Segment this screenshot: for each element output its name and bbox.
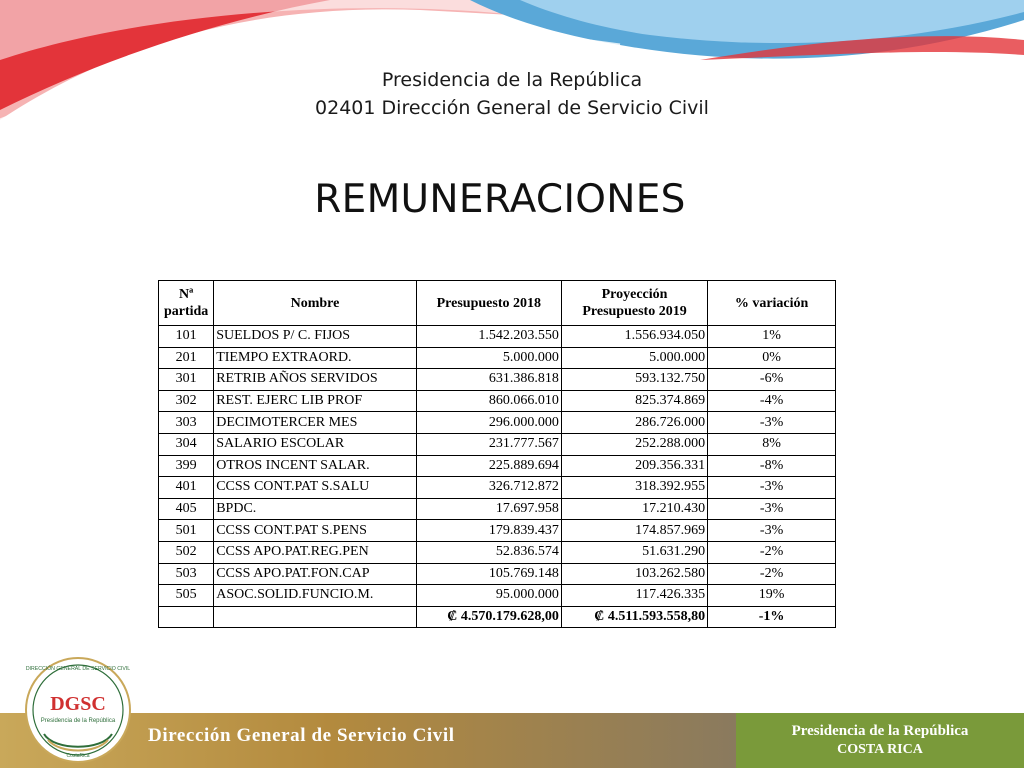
- total-empty-cell: [159, 606, 214, 628]
- cell-p2018: 225.889.694: [416, 455, 561, 477]
- cell-partida: 502: [159, 541, 214, 563]
- cell-var: -3%: [708, 498, 836, 520]
- cell-partida: 301: [159, 369, 214, 391]
- cell-nombre: CCSS APO.PAT.REG.PEN: [214, 541, 416, 563]
- table-row: [159, 433, 836, 455]
- header-partida: [159, 281, 214, 326]
- header-proyeccion-line1: Proyección: [601, 287, 668, 302]
- header-proyeccion-line2: Presupuesto 2019: [582, 304, 687, 319]
- cell-p2019: 17.210.430: [561, 498, 707, 520]
- table-row: [159, 520, 836, 542]
- footer-right-line1: Presidencia de la República: [791, 723, 969, 739]
- table-row: [159, 585, 836, 607]
- cell-var: 1%: [708, 326, 836, 348]
- cell-var: -3%: [708, 520, 836, 542]
- cell-nombre: REST. EJERC LIB PROF: [214, 390, 416, 412]
- cell-p2019: 318.392.955: [561, 477, 707, 499]
- cell-p2019: 117.426.335: [561, 585, 707, 607]
- cell-p2019: 5.000.000: [561, 347, 707, 369]
- cell-nombre: CCSS CONT.PAT S.PENS: [214, 520, 416, 542]
- cell-nombre: RETRIB AÑOS SERVIDOS: [214, 369, 416, 391]
- cell-partida: 505: [159, 585, 214, 607]
- footer-left-text: Dirección General de Servicio Civil: [148, 725, 455, 746]
- total-p2018: ₡ 4.570.179.628,00: [416, 606, 561, 628]
- cell-partida: 201: [159, 347, 214, 369]
- cell-var: -3%: [708, 412, 836, 434]
- header-variacion: % variación: [708, 281, 836, 326]
- cell-partida: 101: [159, 326, 214, 348]
- cell-p2019: 51.631.290: [561, 541, 707, 563]
- table-header-row: [159, 281, 836, 326]
- cell-nombre: DECIMOTERCER MES: [214, 412, 416, 434]
- total-row: [159, 606, 836, 628]
- cell-p2018: 1.542.203.550: [416, 326, 561, 348]
- total-p2019: ₡ 4.511.593.558,80: [561, 606, 707, 628]
- logo-ring-text: DIRECCIÓN GENERAL DE SERVICIO CIVIL: [25, 666, 131, 672]
- cell-p2019: 103.262.580: [561, 563, 707, 585]
- table-row: [159, 563, 836, 585]
- cell-nombre: ASOC.SOLID.FUNCIO.M.: [214, 585, 416, 607]
- logo-country: CostaRica: [66, 753, 90, 759]
- cell-p2018: 860.066.010: [416, 390, 561, 412]
- cell-partida: 302: [159, 390, 214, 412]
- cell-p2018: 179.839.437: [416, 520, 561, 542]
- cell-partida: 304: [159, 433, 214, 455]
- cell-p2018: 105.769.148: [416, 563, 561, 585]
- cell-nombre: SALARIO ESCOLAR: [214, 433, 416, 455]
- header-nombre: Nombre: [214, 281, 416, 326]
- cell-p2018: 296.000.000: [416, 412, 561, 434]
- cell-partida: 303: [159, 412, 214, 434]
- table-row: [159, 347, 836, 369]
- cell-partida: 399: [159, 455, 214, 477]
- cell-nombre: BPDC.: [214, 498, 416, 520]
- cell-p2019: 252.288.000: [561, 433, 707, 455]
- footer-right-bar: [736, 713, 1024, 768]
- table-row: [159, 369, 836, 391]
- table-row: [159, 412, 836, 434]
- header-partida-line2: partida: [163, 304, 209, 319]
- cell-p2018: 17.697.958: [416, 498, 561, 520]
- table-row: [159, 390, 836, 412]
- cell-p2018: 631.386.818: [416, 369, 561, 391]
- footer-right-line2: COSTA RICA: [837, 742, 923, 757]
- header-presupuesto-2018: Presupuesto 2018: [416, 281, 561, 326]
- cell-var: 0%: [708, 347, 836, 369]
- table-row: [159, 541, 836, 563]
- cell-nombre: SUELDOS P/ C. FIJOS: [214, 326, 416, 348]
- cell-partida: 501: [159, 520, 214, 542]
- cell-var: -8%: [708, 455, 836, 477]
- cell-var: -2%: [708, 541, 836, 563]
- cell-partida: 405: [159, 498, 214, 520]
- cell-nombre: CCSS APO.PAT.FON.CAP: [214, 563, 416, 585]
- logo-subtext: Presidencia de la República: [40, 718, 116, 724]
- header-partida-line1: Nª: [178, 287, 194, 302]
- cell-p2018: 231.777.567: [416, 433, 561, 455]
- cell-var: -3%: [708, 477, 836, 499]
- table-row: [159, 477, 836, 499]
- cell-nombre: TIEMPO EXTRAORD.: [214, 347, 416, 369]
- cell-p2019: 174.857.969: [561, 520, 707, 542]
- cell-p2018: 95.000.000: [416, 585, 561, 607]
- budget-table: [158, 280, 836, 628]
- cell-p2018: 5.000.000: [416, 347, 561, 369]
- organization-name: Presidencia de la República: [381, 69, 643, 91]
- cell-p2019: 825.374.869: [561, 390, 707, 412]
- total-var: -1%: [708, 606, 836, 628]
- cell-var: -4%: [708, 390, 836, 412]
- cell-var: -6%: [708, 369, 836, 391]
- cell-p2019: 286.726.000: [561, 412, 707, 434]
- table-row: [159, 498, 836, 520]
- slide-title: REMUNERACIONES: [314, 177, 686, 222]
- cell-var: -2%: [708, 563, 836, 585]
- cell-p2019: 1.556.934.050: [561, 326, 707, 348]
- dgsc-seal-logo: [24, 656, 132, 764]
- cell-partida: 503: [159, 563, 214, 585]
- cell-p2018: 326.712.872: [416, 477, 561, 499]
- cell-partida: 401: [159, 477, 214, 499]
- header-proyeccion-2019: [561, 281, 707, 326]
- cell-p2018: 52.836.574: [416, 541, 561, 563]
- cell-p2019: 209.356.331: [561, 455, 707, 477]
- total-empty-cell: [214, 606, 416, 628]
- table-row: [159, 326, 836, 348]
- cell-var: 19%: [708, 585, 836, 607]
- table-row: [159, 455, 836, 477]
- cell-p2019: 593.132.750: [561, 369, 707, 391]
- cell-var: 8%: [708, 433, 836, 455]
- cell-nombre: OTROS INCENT SALAR.: [214, 455, 416, 477]
- cell-nombre: CCSS CONT.PAT S.SALU: [214, 477, 416, 499]
- logo-acronym: DGSC: [50, 693, 106, 715]
- department-name: 02401 Dirección General de Servicio Civil: [315, 97, 709, 119]
